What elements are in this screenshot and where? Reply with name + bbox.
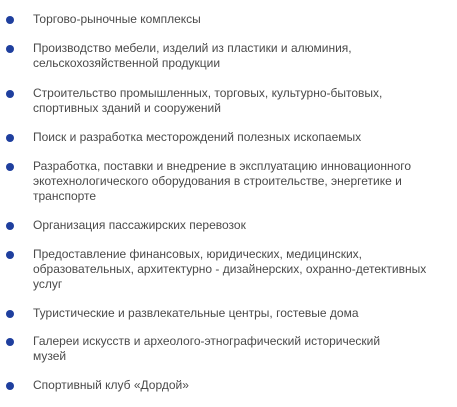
list-item-text: Разработка, поставки и внедрение в эксплуатацию инновационного экотехнологического оборудования в строительстве, энергетике и транспорте (33, 159, 412, 203)
list-item-text: Галереи искусств и археолого-этнографический исторический музей (33, 334, 381, 363)
list-item-text: Поиск и разработка месторождений полезных ископаемых (33, 130, 362, 144)
bullet-dot-icon (6, 90, 14, 98)
bullet-dot-icon (6, 382, 14, 390)
list-item-text: Строительство промышленных, торговых, культурно-бытовых, спортивных зданий и сооружений (33, 86, 383, 115)
bullet-dot-icon (6, 338, 14, 346)
list-item-text: Туристические и развлекательные центры, гостевые дома (33, 306, 359, 320)
bullet-dot-icon (6, 310, 14, 318)
list-item-text: Производство мебели, изделий из пластики и алюминия, сельскохозяйственной продукции (33, 41, 352, 70)
bullet-dot-icon (6, 45, 14, 53)
bullet-dot-icon (6, 134, 14, 142)
bullet-dot-icon (6, 222, 14, 230)
list-item-text: Спортивный клуб «Дордой» (33, 378, 189, 392)
list-item-text: Торгово-рыночные комплексы (33, 12, 201, 26)
bullet-dot-icon (6, 251, 14, 259)
bullet-dot-icon (6, 163, 14, 171)
bullet-dot-icon (6, 16, 14, 24)
list-item-text: Предоставление финансовых, юридических, медицинских, образовательных, архитектурно - дизайнерских, охранно-детективных услуг (33, 247, 427, 291)
list-item-text: Организация пассажирских перевозок (33, 218, 246, 232)
